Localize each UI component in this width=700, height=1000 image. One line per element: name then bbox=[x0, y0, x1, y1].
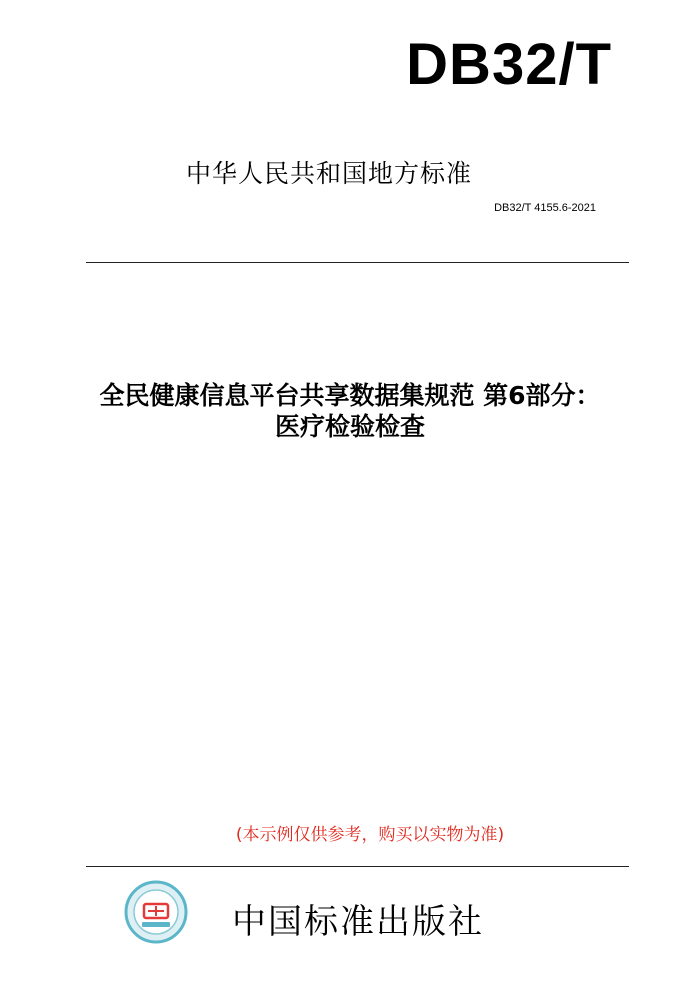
sample-notice: (本示例仅供参考，购买以实物为准) bbox=[235, 825, 505, 845]
standard-number: DB32/T 4155.6-2021 bbox=[494, 202, 596, 214]
publisher-name: 中国标准出版社 bbox=[232, 902, 484, 942]
document-title bbox=[0, 380, 700, 442]
standard-code-large: DB32/T bbox=[406, 32, 612, 97]
standard-type-heading: 中华人民共和国地方标准 bbox=[186, 159, 473, 188]
document-title-line-2: 医疗检验检查 bbox=[274, 412, 425, 441]
document-title-line-1: 全民健康信息平台共享数据集规范 第6部分： bbox=[99, 381, 601, 410]
top-divider bbox=[86, 262, 629, 263]
bottom-divider bbox=[86, 866, 629, 867]
publisher-seal-icon bbox=[124, 880, 188, 944]
